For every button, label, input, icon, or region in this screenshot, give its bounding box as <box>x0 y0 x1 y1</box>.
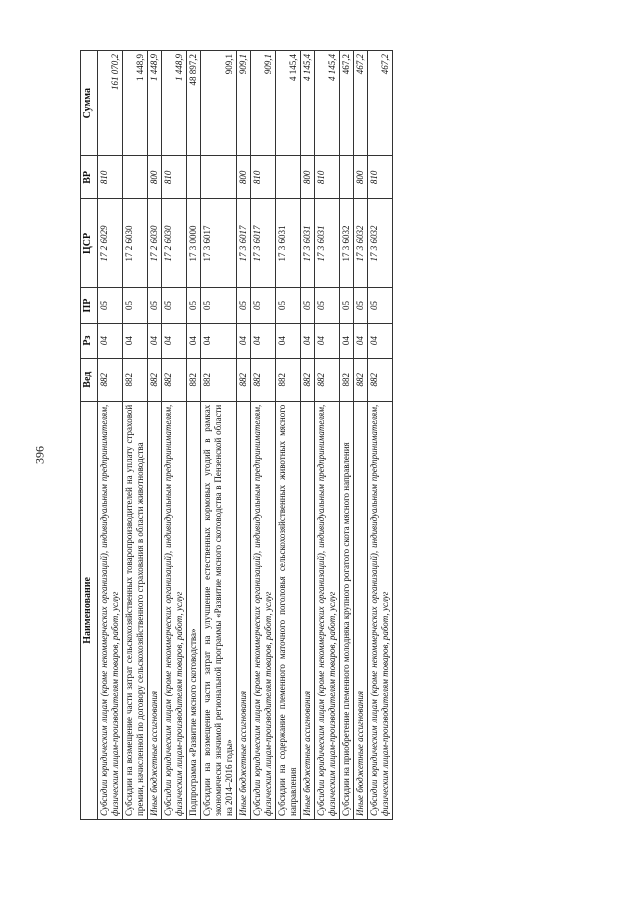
cell-rz: 04 <box>276 323 301 358</box>
cell-vr <box>340 156 354 199</box>
cell-ved: 882 <box>340 358 354 401</box>
rotated-page <box>80 50 590 820</box>
table-row <box>251 51 276 820</box>
header-pr: ПР <box>81 288 98 323</box>
cell-vr: 800 <box>237 156 251 199</box>
header-vr: ВР <box>81 156 98 199</box>
cell-name: Подпрограмма «Развитие мясного скотоводства» <box>187 401 201 819</box>
cell-rz: 04 <box>354 323 368 358</box>
cell-csr: 17 3 0000 <box>187 199 201 288</box>
cell-csr: 17 3 6032 <box>340 199 354 288</box>
table-row <box>98 51 123 820</box>
cell-ved: 882 <box>354 358 368 401</box>
cell-vr <box>123 156 148 199</box>
cell-pr: 05 <box>98 288 123 323</box>
cell-rz: 04 <box>251 323 276 358</box>
table-header-row <box>81 51 98 820</box>
cell-pr: 05 <box>162 288 187 323</box>
table-row <box>315 51 340 820</box>
cell-name: Субсидии на возмещение части затрат на улучшение естественных кормовых угодий в рамках экономически значимой региональной программы «Развитие мясного скотоводства в Пензенской области на 2014–2016 годы» <box>201 401 237 819</box>
cell-name: Субсидии на возмещение части затрат сельскохозяйственных товаропроизводителей на уплату страховой премии, начисленной по договору сельскохозяйственного страхования в области животноводства <box>123 401 148 819</box>
header-ved: Вед <box>81 358 98 401</box>
cell-rz: 04 <box>201 323 237 358</box>
cell-sum: 1 448,9 <box>148 51 162 156</box>
cell-ved: 882 <box>237 358 251 401</box>
cell-name: Субсидии юридическим лицам (кроме некоммерческих организаций), индивидуальным предпринимателям, физическим лицам-производителям товаров, работ, услуг <box>98 401 123 819</box>
cell-pr: 05 <box>368 288 393 323</box>
cell-sum: 1 448,9 <box>162 51 187 156</box>
cell-csr: 17 3 6017 <box>251 199 276 288</box>
cell-rz: 04 <box>98 323 123 358</box>
cell-sum: 4 145,4 <box>301 51 315 156</box>
table-row <box>201 51 237 820</box>
cell-sum: 4 145,4 <box>315 51 340 156</box>
header-rz: Рз <box>81 323 98 358</box>
cell-name: Иные бюджетные ассигнования <box>148 401 162 819</box>
cell-ved: 882 <box>148 358 162 401</box>
table-row <box>187 51 201 820</box>
cell-vr <box>276 156 301 199</box>
cell-name: Субсидии на содержание племенного маточного поголовья сельскохозяйственных животных мясного направления <box>276 401 301 819</box>
budget-table <box>80 50 393 820</box>
cell-csr: 17 2 6029 <box>98 199 123 288</box>
cell-rz: 04 <box>123 323 148 358</box>
cell-ved: 882 <box>123 358 148 401</box>
table-row <box>340 51 354 820</box>
cell-ved: 882 <box>315 358 340 401</box>
cell-rz: 04 <box>162 323 187 358</box>
cell-sum: 909,1 <box>201 51 237 156</box>
cell-pr: 05 <box>354 288 368 323</box>
cell-pr: 05 <box>340 288 354 323</box>
cell-sum: 48 897,2 <box>187 51 201 156</box>
cell-sum: 909,1 <box>237 51 251 156</box>
cell-ved: 882 <box>301 358 315 401</box>
cell-vr <box>201 156 237 199</box>
cell-sum: 909,1 <box>251 51 276 156</box>
page-number: 396 <box>32 446 47 464</box>
cell-sum: 1 448,9 <box>123 51 148 156</box>
cell-vr: 810 <box>98 156 123 199</box>
cell-csr: 17 2 6030 <box>162 199 187 288</box>
cell-pr: 05 <box>187 288 201 323</box>
cell-vr: 800 <box>148 156 162 199</box>
cell-rz: 04 <box>148 323 162 358</box>
cell-csr: 17 3 6032 <box>368 199 393 288</box>
cell-rz: 04 <box>315 323 340 358</box>
cell-vr <box>187 156 201 199</box>
cell-rz: 04 <box>301 323 315 358</box>
cell-ved: 882 <box>368 358 393 401</box>
cell-ved: 882 <box>251 358 276 401</box>
table-row <box>162 51 187 820</box>
table-row <box>237 51 251 820</box>
header-sum: Сумма <box>81 51 98 156</box>
cell-csr: 17 3 6031 <box>301 199 315 288</box>
cell-pr: 05 <box>276 288 301 323</box>
header-csr: ЦСР <box>81 199 98 288</box>
cell-csr: 17 3 6017 <box>237 199 251 288</box>
cell-name: Иные бюджетные ассигнования <box>354 401 368 819</box>
cell-rz: 04 <box>340 323 354 358</box>
cell-vr: 810 <box>162 156 187 199</box>
cell-name: Иные бюджетные ассигнования <box>301 401 315 819</box>
cell-name: Субсидии юридическим лицам (кроме некоммерческих организаций), индивидуальным предпринимателям, физическим лицам-производителям товаров, работ, услуг <box>315 401 340 819</box>
cell-sum: 467,2 <box>340 51 354 156</box>
table-row <box>148 51 162 820</box>
cell-pr: 05 <box>301 288 315 323</box>
cell-rz: 04 <box>187 323 201 358</box>
cell-vr: 810 <box>251 156 276 199</box>
cell-vr: 800 <box>354 156 368 199</box>
cell-sum: 4 145,4 <box>276 51 301 156</box>
cell-csr: 17 3 6032 <box>354 199 368 288</box>
header-name: Наименование <box>81 401 98 819</box>
cell-rz: 04 <box>237 323 251 358</box>
cell-vr: 810 <box>368 156 393 199</box>
table-row <box>368 51 393 820</box>
cell-name: Субсидии юридическим лицам (кроме некоммерческих организаций), индивидуальным предпринимателям, физическим лицам-производителям товаров, работ, услуг <box>368 401 393 819</box>
cell-name: Субсидии юридическим лицам (кроме некоммерческих организаций), индивидуальным предпринимателям, физическим лицам-производителям товаров, работ, услуг <box>162 401 187 819</box>
cell-csr: 17 3 6031 <box>315 199 340 288</box>
cell-csr: 17 3 6017 <box>201 199 237 288</box>
cell-ved: 882 <box>162 358 187 401</box>
cell-pr: 05 <box>201 288 237 323</box>
cell-pr: 05 <box>251 288 276 323</box>
cell-sum: 467,2 <box>368 51 393 156</box>
cell-pr: 05 <box>237 288 251 323</box>
cell-pr: 05 <box>148 288 162 323</box>
cell-vr: 810 <box>315 156 340 199</box>
cell-vr: 800 <box>301 156 315 199</box>
table-row <box>276 51 301 820</box>
cell-sum: 161 070,2 <box>98 51 123 156</box>
cell-ved: 882 <box>187 358 201 401</box>
cell-ved: 882 <box>201 358 237 401</box>
cell-pr: 05 <box>123 288 148 323</box>
cell-pr: 05 <box>315 288 340 323</box>
cell-csr: 17 2 6030 <box>148 199 162 288</box>
cell-ved: 882 <box>98 358 123 401</box>
cell-csr: 17 3 6031 <box>276 199 301 288</box>
table-row <box>354 51 368 820</box>
cell-name: Субсидии на приобретение племенного молодняка крупного рогатого скота мясного направления <box>340 401 354 819</box>
cell-ved: 882 <box>276 358 301 401</box>
cell-csr: 17 2 6030 <box>123 199 148 288</box>
table-row <box>301 51 315 820</box>
cell-sum: 467,2 <box>354 51 368 156</box>
cell-name: Иные бюджетные ассигнования <box>237 401 251 819</box>
cell-rz: 04 <box>368 323 393 358</box>
cell-name: Субсидии юридическим лицам (кроме некоммерческих организаций), индивидуальным предпринимателям, физическим лицам-производителям товаров, работ, услуг <box>251 401 276 819</box>
table-row <box>123 51 148 820</box>
